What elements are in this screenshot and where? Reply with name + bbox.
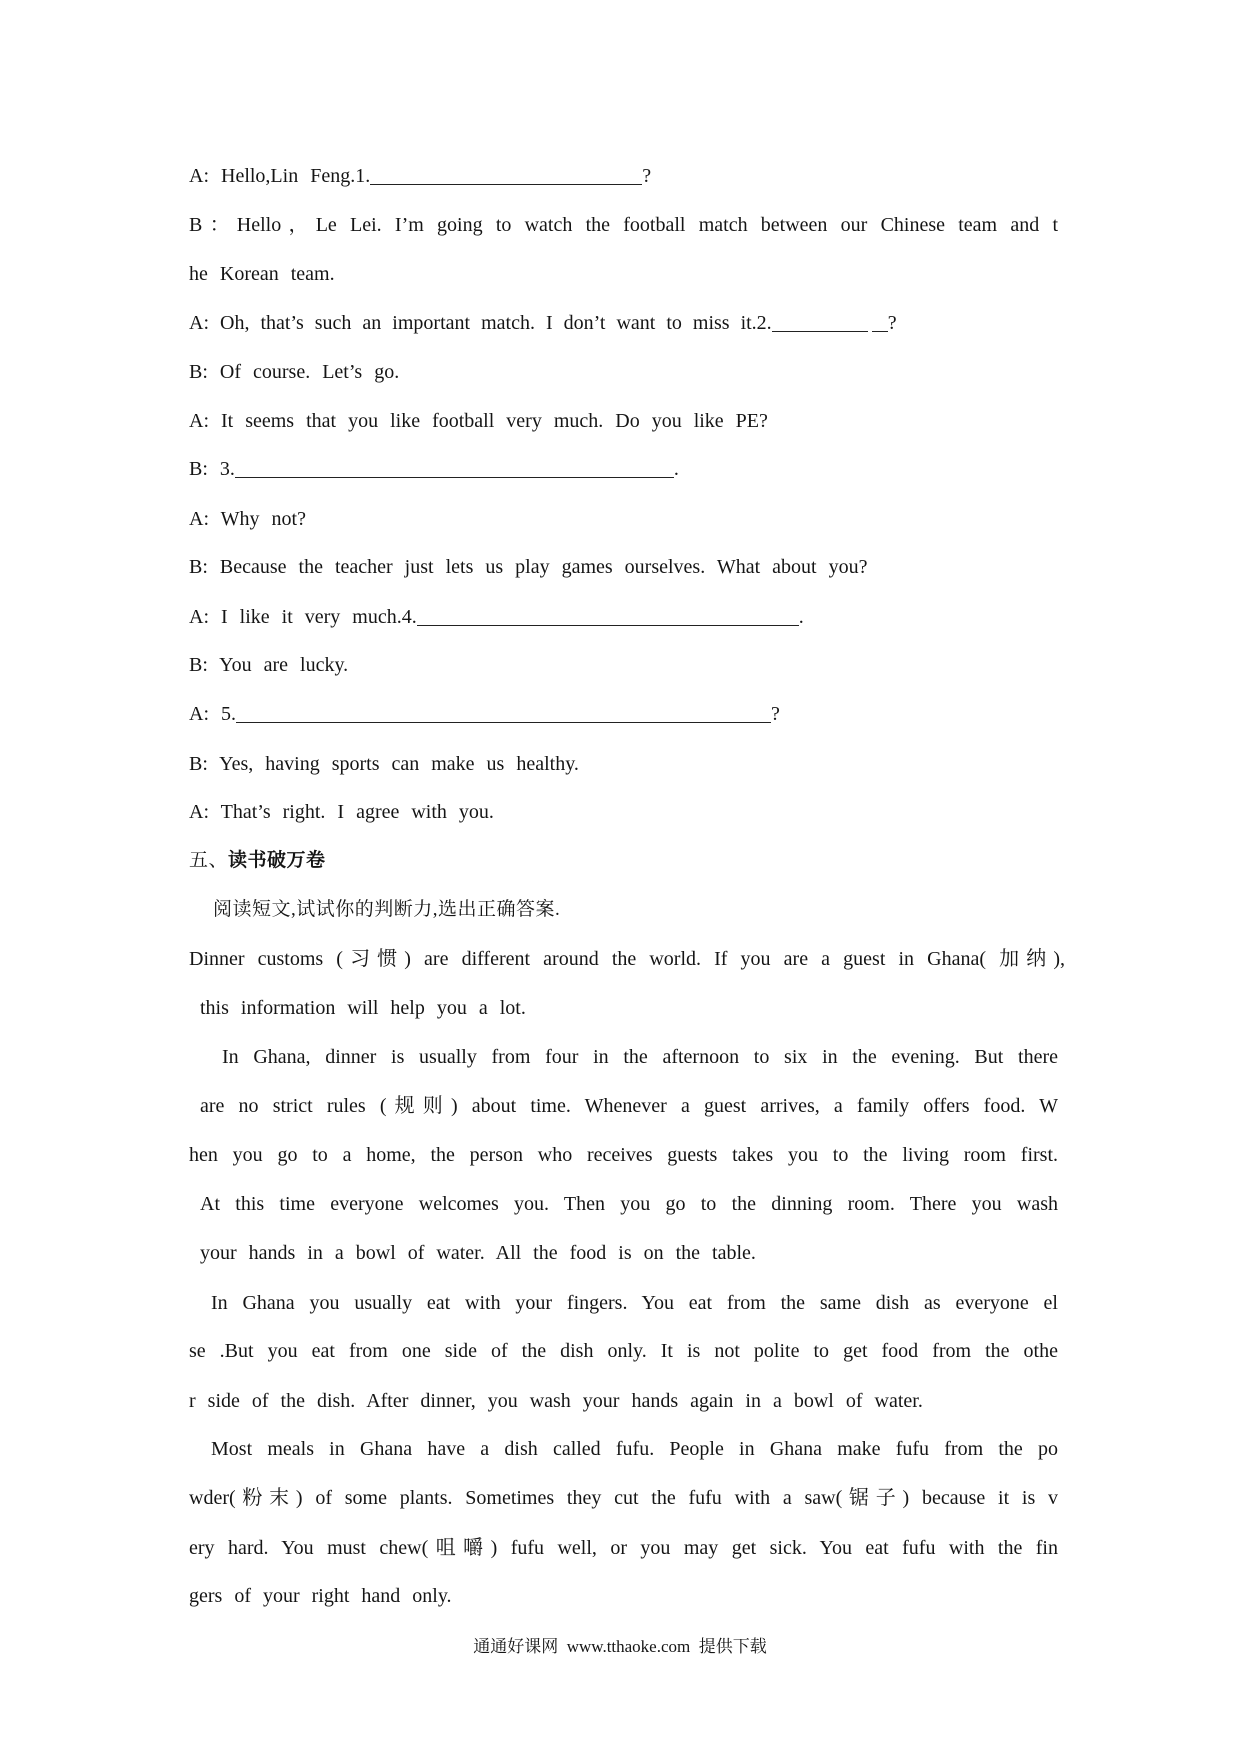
dialogue-line-1 bbox=[189, 162, 651, 190]
dialogue-text: A: I like it very much.4. bbox=[189, 606, 417, 628]
passage-line-9: se .But you eat from one side of the dish only. It is not polite to get food from the othe bbox=[189, 1340, 1058, 1362]
answer-blank-4 bbox=[417, 605, 799, 626]
dialogue-text: A: Hello,Lin Feng.1. bbox=[189, 165, 371, 187]
dialogue-text: B：Hello，Le Lei. I’m going to watch the football match between our Chinese team and t bbox=[189, 214, 1058, 236]
dialogue-text: B: You are lucky. bbox=[189, 654, 349, 676]
passage-line-5: hen you go to a home, the person who receives guests takes you to the living room first. bbox=[189, 1144, 1058, 1166]
passage-line-6: At this time everyone welcomes you. Then you go to the dinning room. There you wash bbox=[200, 1193, 1058, 1215]
passage-line-14: gers of your right hand only. bbox=[189, 1585, 452, 1607]
dialogue-end: . bbox=[673, 458, 679, 480]
dialogue-line-4 bbox=[189, 309, 897, 337]
page-footer bbox=[0, 1636, 1240, 1658]
answer-blank-2 bbox=[772, 311, 868, 332]
dialogue-line-12 bbox=[189, 700, 780, 728]
footer-url: www.tthaoke.com bbox=[566, 1637, 691, 1656]
footer-site: 通通好课网 bbox=[473, 1637, 559, 1656]
answer-blank-2-tail bbox=[872, 311, 888, 332]
dialogue-text: B: Of course. Let’s go. bbox=[189, 361, 400, 383]
dialogue-line-5 bbox=[189, 358, 399, 386]
dialogue-line-10 bbox=[189, 603, 804, 631]
section-number: 五、 bbox=[189, 850, 229, 871]
dialogue-text: he Korean team. bbox=[189, 263, 335, 285]
passage-line-1: Dinner customs (习惯) are different around the world. If you are a guest in Ghana( 加纳), bbox=[189, 948, 1065, 970]
dialogue-line-6 bbox=[189, 407, 768, 435]
passage-line-12: wder(粉末) of some plants. Sometimes they cut the fufu with a saw(锯子) because it is v bbox=[189, 1487, 1058, 1509]
answer-blank-3 bbox=[235, 457, 674, 478]
passage-line-4: are no strict rules (规则) about time. Whenever a guest arrives, a family offers food. W bbox=[200, 1095, 1058, 1117]
section-title: 读书破万卷 bbox=[228, 850, 326, 871]
dialogue-text: A: It seems that you like football very much. Do you like PE? bbox=[189, 410, 768, 432]
passage-line-7: your hands in a bowl of water. All the food is on the table. bbox=[200, 1242, 756, 1264]
dialogue-end: ? bbox=[771, 703, 780, 725]
dialogue-text: A: 5. bbox=[189, 703, 236, 725]
dialogue-line-2 bbox=[189, 211, 1058, 239]
answer-blank-1 bbox=[370, 164, 642, 185]
dialogue-line-8 bbox=[189, 505, 306, 533]
dialogue-end: . bbox=[798, 606, 804, 628]
section-instruction: 阅读短文,试试你的判断力,选出正确答案. bbox=[213, 899, 561, 920]
footer-note: 提供下载 bbox=[698, 1637, 767, 1656]
dialogue-line-7 bbox=[189, 455, 679, 483]
dialogue-line-13 bbox=[189, 750, 579, 778]
dialogue-text: A: That’s right. I agree with you. bbox=[189, 801, 494, 823]
dialogue-line-9 bbox=[189, 553, 867, 581]
dialogue-end: ? bbox=[642, 165, 652, 187]
passage-line-2: this information will help you a lot. bbox=[200, 997, 526, 1019]
section-heading bbox=[189, 847, 326, 875]
dialogue-text: B: 3. bbox=[189, 458, 235, 480]
passage-line-10: r side of the dish. After dinner, you wash your hands again in a bowl of water. bbox=[189, 1390, 923, 1412]
dialogue-line-11 bbox=[189, 651, 348, 679]
dialogue-text: A: Oh, that’s such an important match. I don’t want to miss it.2. bbox=[189, 312, 772, 334]
passage-line-13: ery hard. You must chew(咀嚼) fufu well, or you may get sick. You eat fufu with the fin bbox=[189, 1537, 1058, 1559]
passage-line-8: In Ghana you usually eat with your fingers. You eat from the same dish as everyone el bbox=[211, 1292, 1058, 1314]
passage-line-11: Most meals in Ghana have a dish called fufu. People in Ghana make fufu from the po bbox=[211, 1438, 1058, 1460]
dialogue-line-3 bbox=[189, 260, 335, 288]
dialogue-line-14 bbox=[189, 798, 494, 826]
dialogue-text: B: Because the teacher just lets us play games ourselves. What about you? bbox=[189, 556, 868, 578]
answer-blank-5 bbox=[236, 702, 771, 723]
dialogue-text: A: Why not? bbox=[189, 508, 306, 530]
dialogue-end: ? bbox=[887, 312, 897, 334]
passage-line-3: In Ghana, dinner is usually from four in the afternoon to six in the evening. But there bbox=[222, 1046, 1058, 1068]
dialogue-text: B: Yes, having sports can make us healthy. bbox=[189, 753, 579, 775]
